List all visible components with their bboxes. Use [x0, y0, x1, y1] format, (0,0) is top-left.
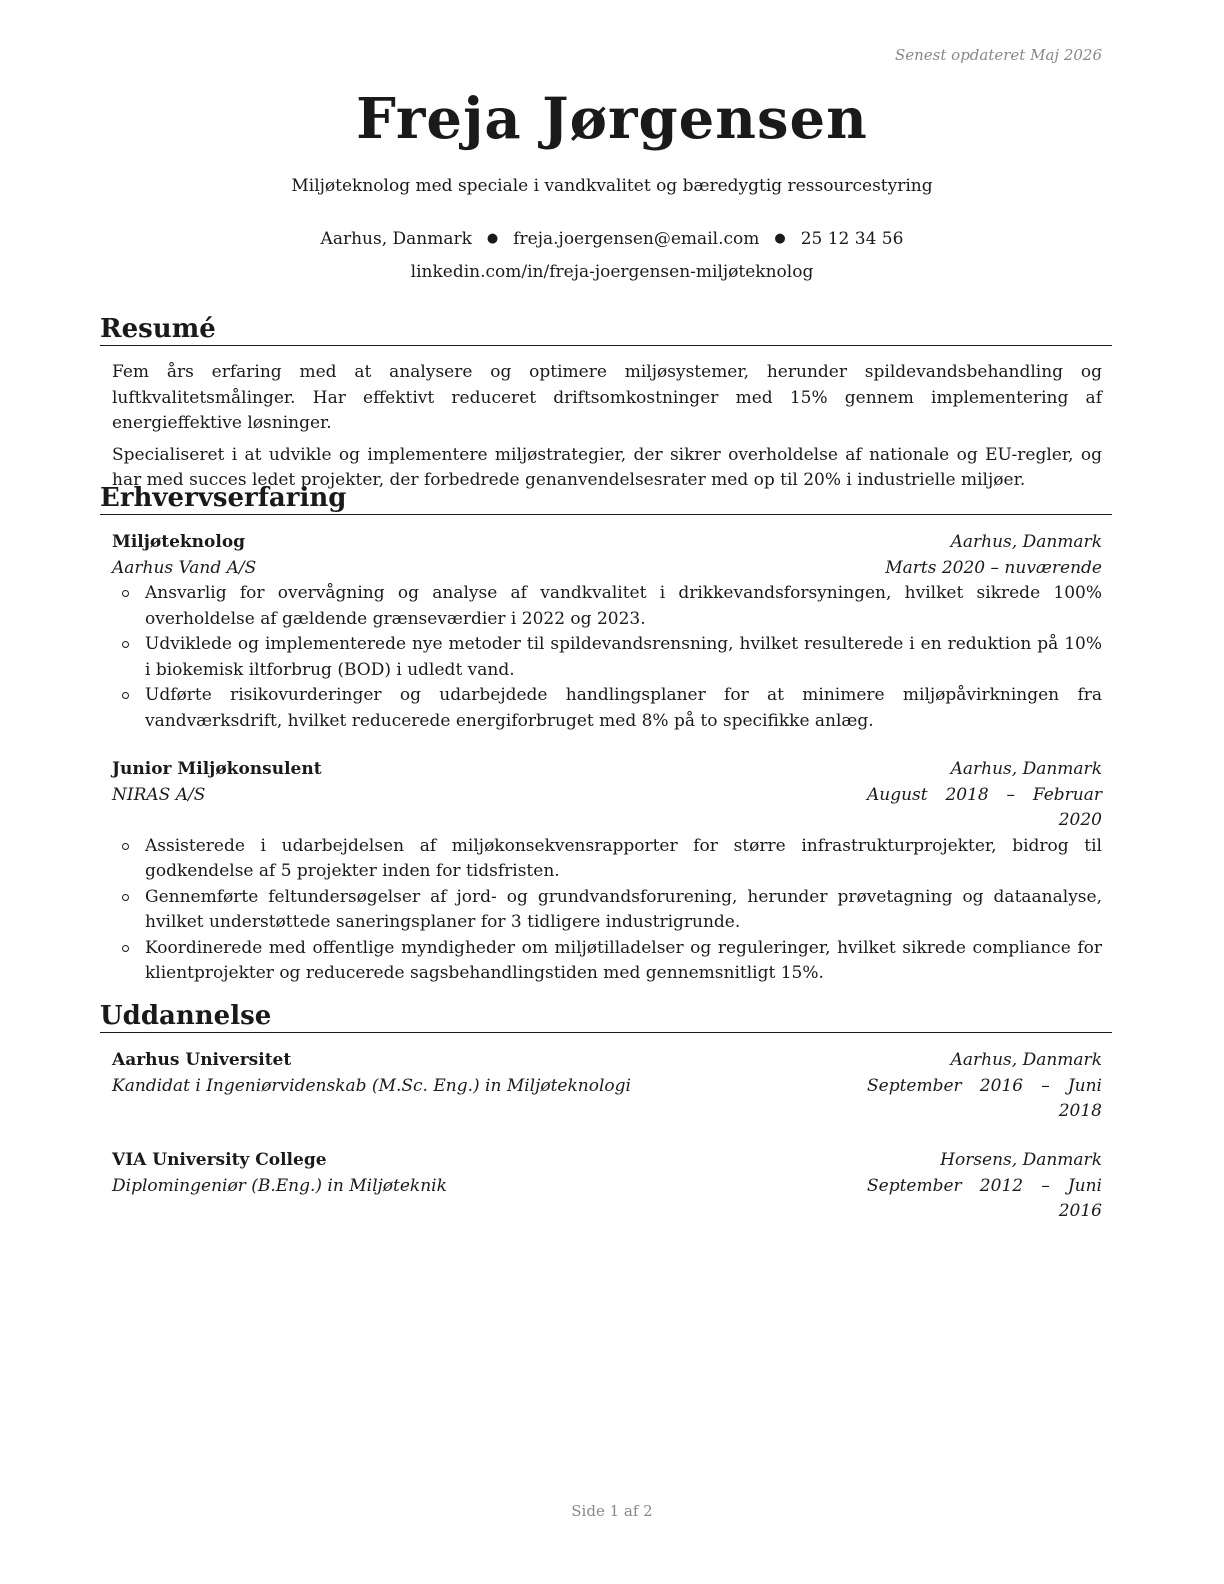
job-location: Aarhus, Danmark [950, 759, 1102, 779]
job-location: Aarhus, Danmark [950, 532, 1102, 552]
contact-line [0, 229, 1224, 249]
job-company: NIRAS A/S [112, 784, 206, 805]
circle-bullet-icon [122, 590, 129, 597]
education-dates: September 2012 – Juni 2016 [867, 1175, 1102, 1221]
experience-entry [112, 757, 1102, 987]
list-item: Udviklede og implementerede nye metoder til spildevandsrensning, hvilket resulterede i en reduktion på 10% i biokemisk iltforbrug (BOD) i udledt vand. [112, 632, 1102, 683]
section-title-experience: Erhvervserfaring [100, 482, 1112, 515]
list-item: Udførte risikovurderinger og udarbejdede handlingsplaner for at minimere miljøpåvirkningen fra vandværksdrift, hvilket reducerede energiforbruget med 8% på to specifikke anlæg. [112, 683, 1102, 734]
contact-phone: 25 12 34 56 [800, 229, 904, 249]
contact-location: Aarhus, Danmark [320, 229, 472, 249]
circle-bullet-icon [122, 641, 129, 648]
list-item: Koordinerede med offentlige myndigheder om miljøtilladelser og reguleringer, hvilket sikrede compliance for klientprojekter og reducerede sagsbehandlingstiden med gennemsnitligt 15%. [112, 936, 1102, 987]
job-bullets [112, 834, 1102, 987]
circle-bullet-icon [122, 945, 129, 952]
contact-email[interactable]: freja.joergensen@email.com [513, 229, 760, 249]
education-dates: September 2016 – Juni 2018 [867, 1075, 1102, 1121]
job-company: Aarhus Vand A/S [112, 557, 257, 578]
contact-linkedin[interactable]: linkedin.com/in/freja-joergensen-miljøteknolog [410, 262, 814, 282]
school-location: Horsens, Danmark [940, 1150, 1102, 1170]
circle-bullet-icon [122, 894, 129, 901]
education-entry [112, 1048, 1102, 1125]
summary-paragraph: Fem års erfaring med at analysere og optimere miljøsystemer, herunder spildevandsbehandling og luftkvalitetsmålinger. Har effektivt reduceret driftsomkostninger med 15% gennem implementering af energieffektive løsninger. [112, 362, 1102, 433]
school-location: Aarhus, Danmark [950, 1050, 1102, 1070]
education-entry [112, 1148, 1102, 1225]
degree-name: Kandidat i Ingeniørvidenskab (M.Sc. Eng.) in Miljøteknologi [112, 1075, 631, 1096]
circle-bullet-icon [122, 692, 129, 699]
school-name: Aarhus Universitet [112, 1050, 292, 1070]
job-bullets [112, 581, 1102, 734]
list-item: Ansvarlig for overvågning og analyse af vandkvalitet i drikkevandsforsyningen, hvilket sikrede 100% overholdelse af gældende grænseværdier i 2022 og 2023. [112, 581, 1102, 632]
bullet-separator: ● [486, 231, 499, 246]
job-title: Junior Miljøkonsulent [112, 759, 322, 779]
page-number: Side 1 af 2 [571, 1502, 653, 1520]
degree-name: Diplomingeniør (B.Eng.) in Miljøteknik [112, 1175, 447, 1196]
list-item: Assisterede i udarbejdelsen af miljøkonsekvensrapporter for større infrastrukturprojekter, bidrog til godkendelse af 5 projekter inden for tidsfristen. [112, 834, 1102, 885]
circle-bullet-icon [122, 843, 129, 850]
bullet-separator: ● [774, 231, 786, 246]
job-dates: Marts 2020 – nuværende [885, 557, 1102, 578]
candidate-name: Freja Jørgensen [356, 86, 868, 152]
summary-block [112, 360, 1102, 494]
candidate-tagline: Miljøteknolog med speciale i vandkvalitet og bæredygtig ressourcestyring [291, 176, 933, 196]
section-title-summary: Resumé [100, 313, 1112, 346]
school-name: VIA University College [112, 1150, 327, 1170]
job-title: Miljøteknolog [112, 532, 246, 552]
job-dates: August 2018 – Februar 2020 [867, 784, 1102, 830]
summary-paragraph: Specialiseret i at udvikle og implementere miljøstrategier, der sikrer overholdelse af nationale og EU-regler, og har med succes ledet projekter, der forbedrede genanvendelsesrater med op til 20% i industrielle miljøer. [112, 444, 1102, 490]
section-title-education: Uddannelse [100, 1000, 1112, 1033]
list-item: Gennemførte feltundersøgelser af jord- og grundvandsforurening, herunder prøvetagning og dataanalyse, hvilket understøttede saneringsplaner for 3 tidligere industrigrunde. [112, 885, 1102, 936]
last-updated: Senest opdateret Maj 2026 [894, 46, 1102, 64]
experience-entry [112, 530, 1102, 734]
